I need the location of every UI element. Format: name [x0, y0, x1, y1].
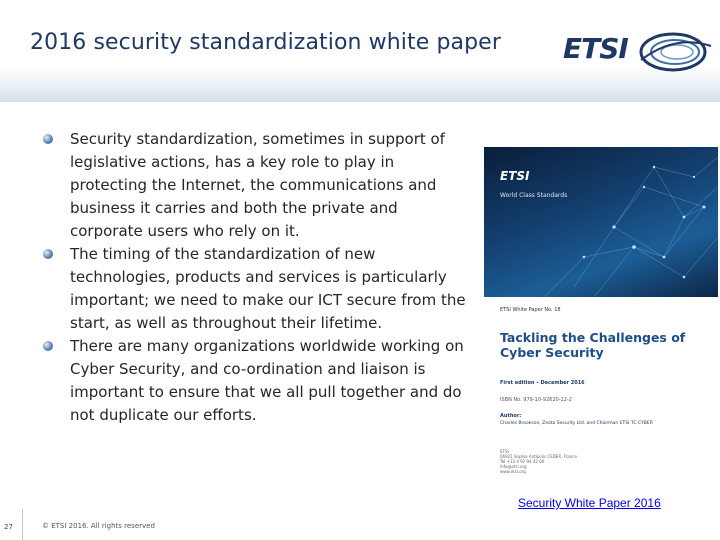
bullet-item — [42, 335, 472, 427]
cover-address — [500, 449, 577, 474]
slide-title: 2016 security standardization white paper — [30, 30, 501, 55]
cover-address-line: info@etsi.org — [500, 464, 527, 469]
bullet-text: Security standardization, sometimes in support of legislative actions, has a key role to play in protecting the Internet, the communications and business it carries and both the private and corporate users who rely on it. — [70, 130, 445, 240]
etsi-logo — [563, 26, 713, 78]
copyright-text: © ETSI 2016. All rights reserved — [42, 522, 155, 530]
white-paper-cover-image — [484, 147, 718, 478]
etsi-logo-swoosh-icon — [563, 26, 713, 78]
cover-address-line: 06921 Sophia Antipolis CEDEX, France — [500, 454, 577, 459]
cover-paper-number: ETSI White Paper No. 18 — [500, 307, 561, 313]
cover-etsi-logo: ETSI — [500, 169, 530, 183]
bullet-text: There are many organizations worldwide working on Cyber Security, and co-ordination and liaison is important to ensure that we all pull together and do not duplicate our efforts. — [70, 337, 464, 424]
slide-header — [0, 0, 720, 98]
cover-address-line: Tel +33 4 92 94 42 00 — [500, 459, 545, 464]
cover-author: Charles Brookson, Zeata Security Ltd. and Chairman ETSI TC CYBER — [500, 421, 653, 426]
cover-author-label: Author: — [500, 413, 522, 419]
cover-edition: First edition – December 2016 — [500, 380, 585, 386]
bullet-dot-icon — [43, 341, 53, 351]
cover-address-line: ETSI — [500, 449, 509, 454]
bullet-text: The timing of the standardization of new technologies, products and services is particularly important; we need to make our ICT secure from the start, as well as throughout their lifetime. — [70, 245, 466, 332]
cover-title: Tackling the Challenges of Cyber Security — [500, 330, 686, 360]
bullet-list — [42, 128, 472, 427]
bullet-item — [42, 128, 472, 243]
security-white-paper-link[interactable]: Security White Paper 2016 — [518, 496, 661, 510]
cover-tagline: World Class Standards — [500, 192, 568, 199]
cover-network-banner — [484, 147, 718, 297]
footer-divider — [22, 509, 23, 540]
etsi-logo-text: ETSI — [563, 32, 628, 65]
bullet-dot-icon — [43, 249, 53, 259]
cover-isbn: ISBN No. 979-10-92620-12-2 — [500, 397, 572, 403]
bullet-dot-icon — [43, 134, 53, 144]
page-number: 27 — [4, 523, 13, 531]
cover-address-line: www.etsi.org — [500, 469, 526, 474]
bullet-item — [42, 243, 472, 335]
